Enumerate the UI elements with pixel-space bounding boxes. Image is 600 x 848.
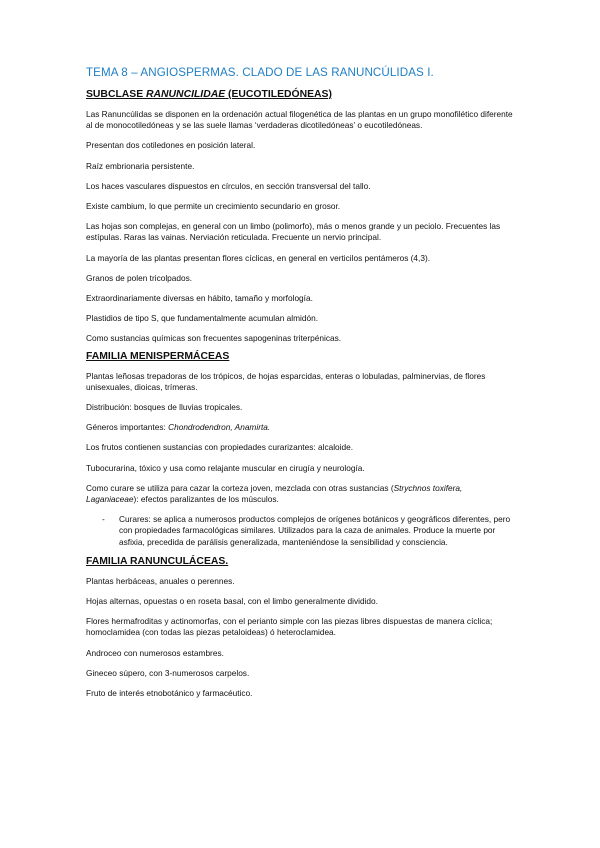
paragraph: Flores hermafroditas y actinomorfas, con el perianto simple con las piezas libres dispuestas de manera cíclica; homoclamidea (con todas las piezas petaloideas) ó heteroclamidea. <box>86 616 493 638</box>
paragraph: Las Ranuncúlidas se disponen en la ordenación actual filogenética de las plantas en un grupo monofilético diferente al de monocotiledóneas y se las suele llamas ‘verdaderas dicotiledóneas’ o eucotiledóneas. <box>86 109 513 131</box>
paragraph: Plantas leñosas trepadoras de los trópicos, de hojas esparcidas, enteras o lobuladas, palminervias, de flores unisexuales, dioicas, trímeras. <box>86 370 486 392</box>
curare-text-a: Como curare se utiliza para cazar la corteza joven, mezclada con otras sustancias ( <box>86 482 394 493</box>
paragraph: Como sustancias químicas son frecuentes sapogeninas triterpénicas. <box>86 333 342 344</box>
heading-suffix: (EUCOTILEDÓNEAS) <box>225 89 332 100</box>
paragraph: Raíz embrionaria persistente. <box>86 160 195 171</box>
paragraph: Presentan dos cotiledones en posición lateral. <box>86 140 256 151</box>
paragraph: Extraordinariamente diversas en hábito, tamaño y morfología. <box>86 293 313 304</box>
paragraph: Androceo con numerosos estambres. <box>86 647 224 658</box>
heading-prefix: SUBCLASE <box>86 89 147 100</box>
paragraph: Plastidios de tipo S, que fundamentalmente acumulan almidón. <box>86 313 318 324</box>
paragraph: Hojas alternas, opuestas o en roseta basal, con el limbo generalmente dividido. <box>86 596 378 607</box>
paragraph <box>86 483 514 505</box>
section-heading-subclase <box>86 89 514 100</box>
paragraph <box>86 422 514 433</box>
paragraph: Granos de polen tricolpados. <box>86 272 193 283</box>
curare-text-b: ): efectos paralizantes de los músculos. <box>133 494 279 505</box>
page-title: TEMA 8 – ANGIOSPERMAS. CLADO DE LAS RANUNCÚLIDAS I. <box>86 66 434 79</box>
heading-italic: RANUNCILIDAE <box>146 89 226 100</box>
curare-species: Strychnos toxifera, Laganiaceae <box>86 482 463 505</box>
paragraph: Los frutos contienen sustancias con propiedades curarizantes: alcaloide. <box>86 442 354 453</box>
bullet-text: Curares: se aplica a numerosos productos complejos de orígenes botánicos y geográficos diferentes, pero con propiedades farmacológicas similares. Utilizados para la caza de animales. Produce la muerte por asfixia, precedida de parálisis generalizada, manteniéndose la sensibilidad y consciencia. <box>119 514 511 547</box>
section-heading-menispermaceas: FAMILIA MENISPERMÁCEAS <box>86 350 230 362</box>
paragraph: Distribución: bosques de lluvias tropicales. <box>86 402 243 413</box>
document-page <box>86 66 514 708</box>
genera-names: Chondrodendron, Anamirta. <box>168 422 271 433</box>
genera-label: Géneros importantes: <box>86 422 169 433</box>
paragraph: La mayoría de las plantas presentan flores cíclicas, en general en verticilos pentámeros (4,3). <box>86 252 431 263</box>
paragraph: Fruto de interés etnobotánico y farmacéutico. <box>86 688 253 699</box>
list-item <box>86 514 514 548</box>
paragraph: Tubocurarina, tóxico y usa como relajante muscular en cirugía y neurología. <box>86 462 365 473</box>
paragraph: Existe cambium, lo que permite un crecimiento secundario en grosor. <box>86 201 341 212</box>
paragraph: Gineceo súpero, con 3-numerosos carpelos. <box>86 667 250 678</box>
paragraph: Los haces vasculares dispuestos en círculos, en sección transversal del tallo. <box>86 180 371 191</box>
paragraph: Plantas herbáceas, anuales o perennes. <box>86 575 235 586</box>
paragraph: Las hojas son complejas, en general con un limbo (polimorfo), más o menos grande y un peciolo. Frecuentes las estípulas. Raras las vainas. Nerviación reticulada. Frecuente un nervio principal. <box>86 221 501 243</box>
bullet-dash: - <box>102 514 105 525</box>
section-heading-ranunculaceas: FAMILIA RANUNCULÁCEAS. <box>86 555 229 567</box>
